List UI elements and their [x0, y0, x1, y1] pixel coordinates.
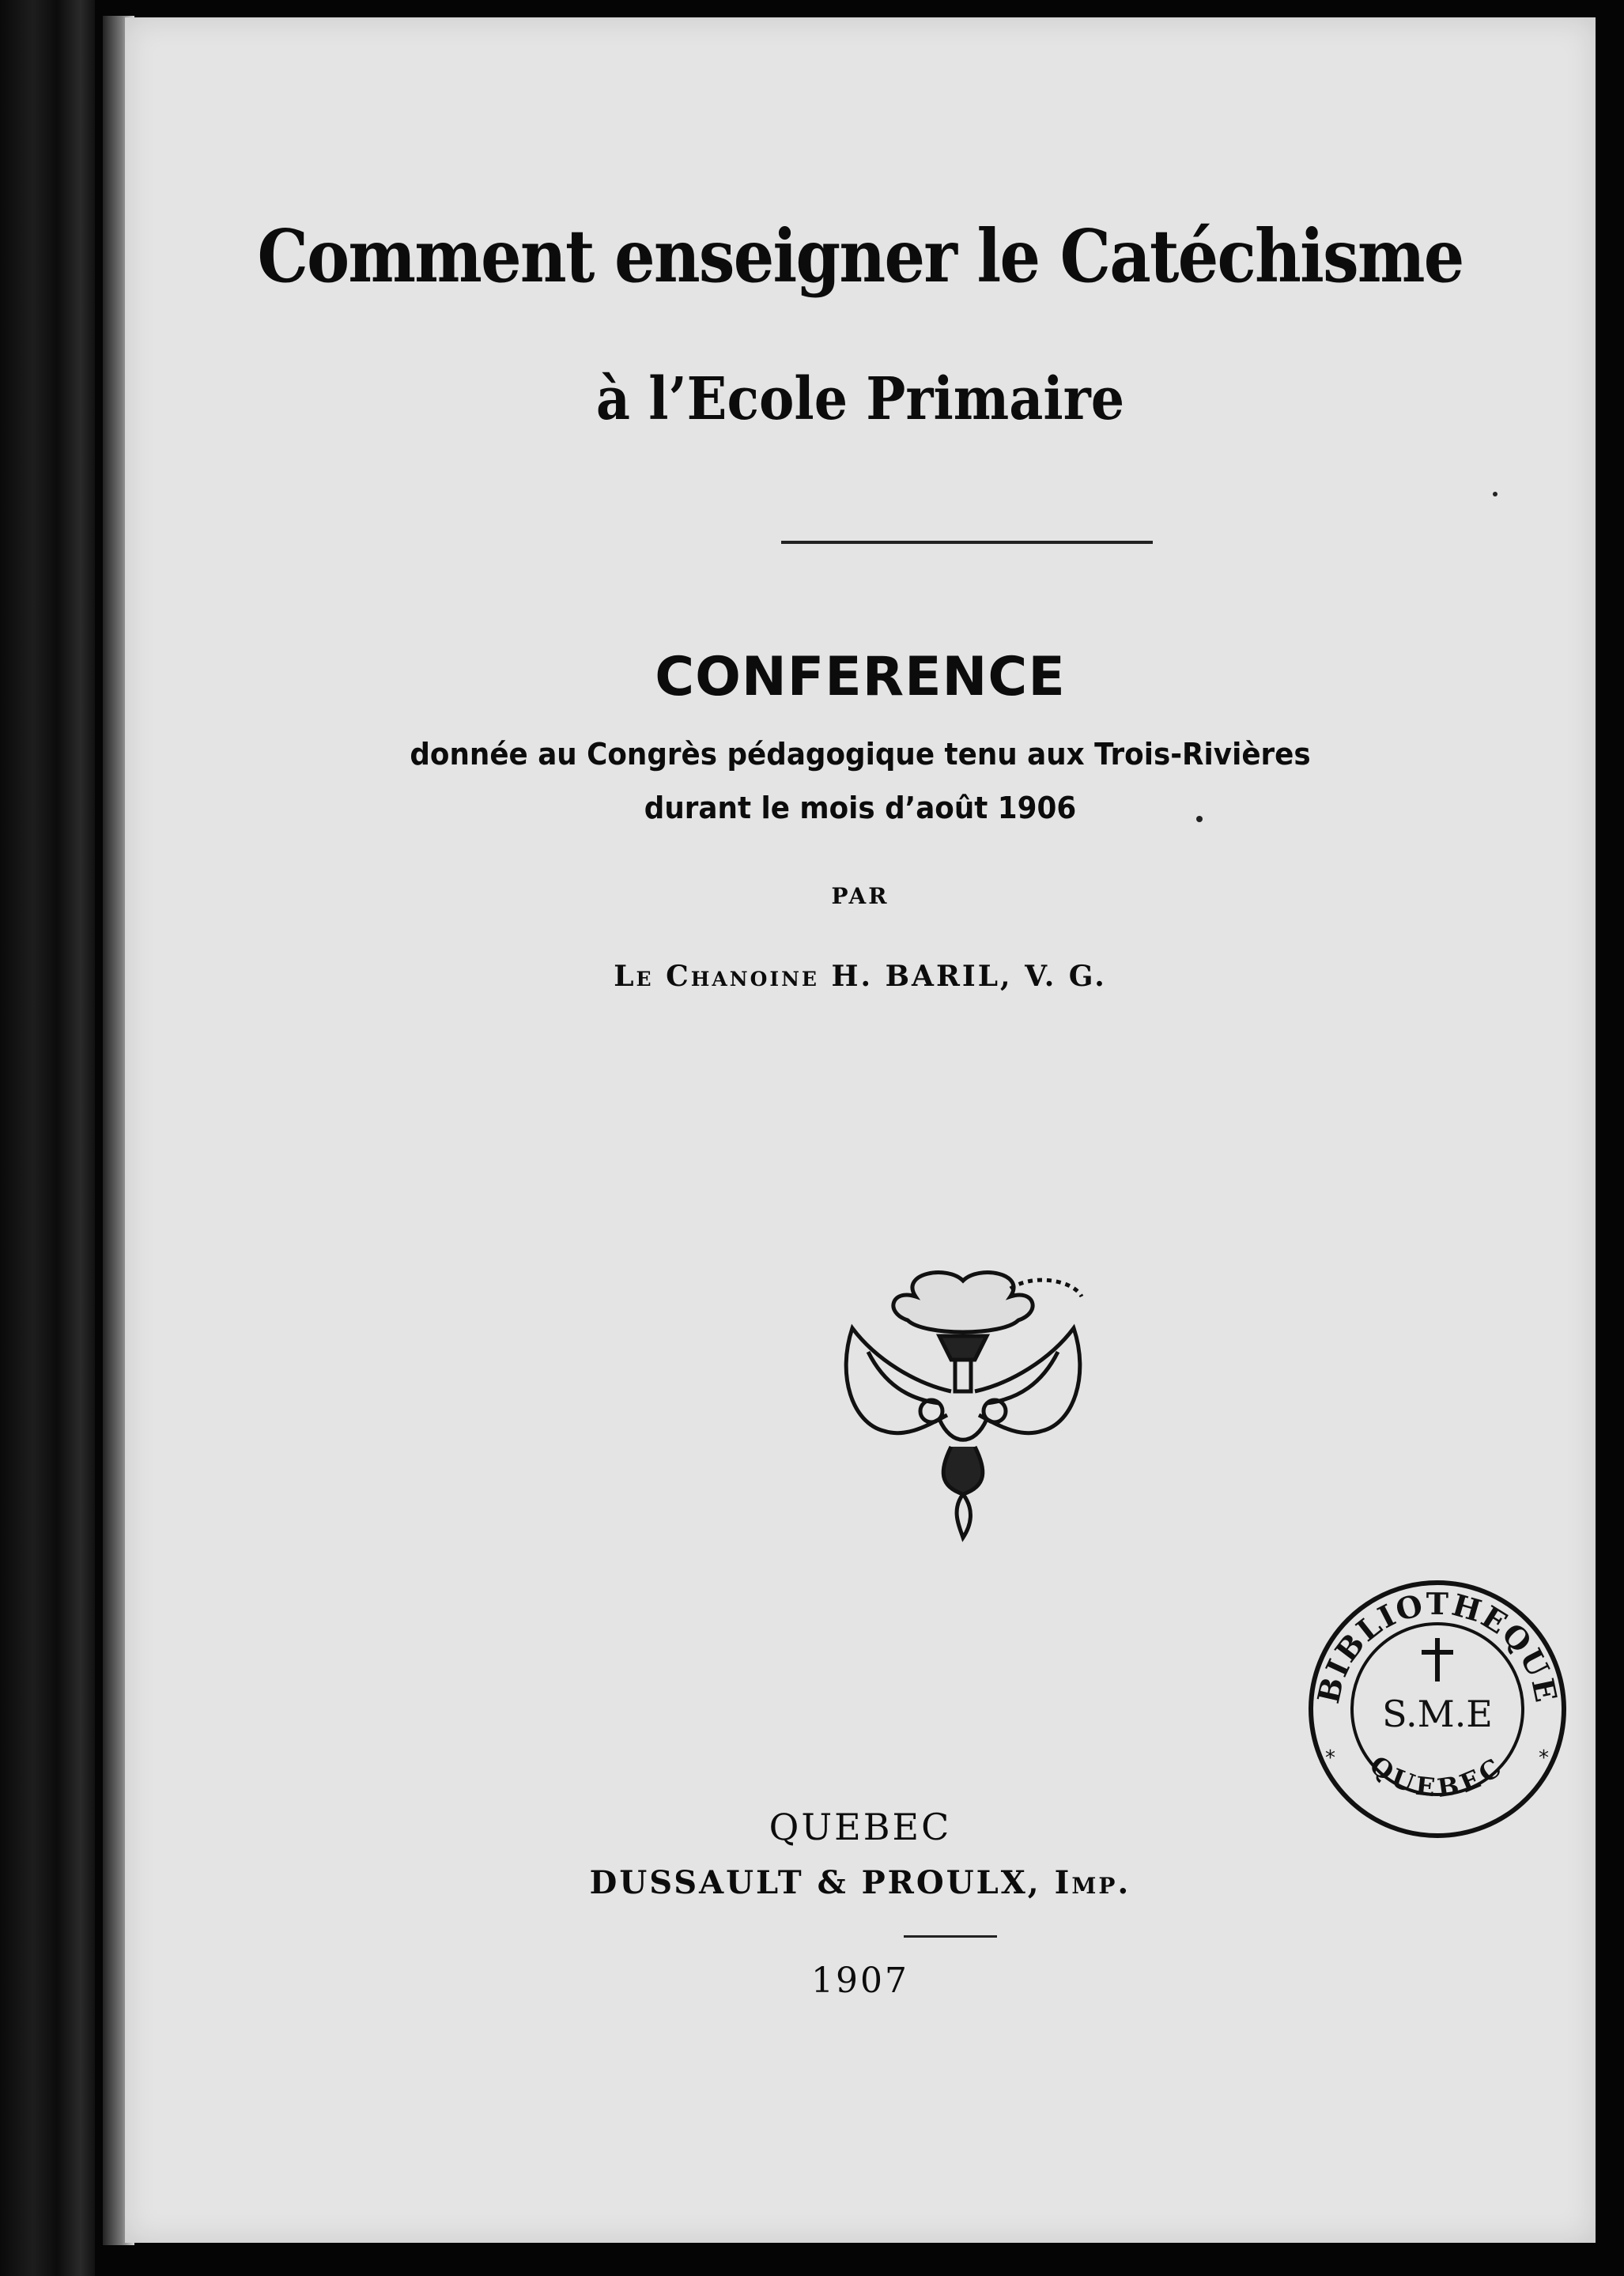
- conference-heading: CONFERENCE: [655, 646, 1066, 708]
- svg-text:*: *: [1539, 1746, 1549, 1770]
- library-stamp: [1303, 1575, 1572, 1844]
- winged-lamp-icon: [821, 1265, 1105, 1549]
- divider-rule: [781, 541, 1153, 544]
- by-label: PAR: [831, 883, 889, 909]
- author-name: Le Chanoine H. BARIL, V. G.: [614, 960, 1107, 993]
- stamp-top-text: BIBLIOTHEQUE: [1310, 1585, 1565, 1707]
- publication-year: 1907: [811, 1961, 909, 2001]
- printer-name: DUSSAULT & PROULX, Imp.: [589, 1864, 1131, 1901]
- book-spine: [0, 0, 95, 2276]
- speck: [1196, 816, 1203, 822]
- title-page: [125, 17, 1596, 2243]
- svg-text:QUEBEC: [1364, 1749, 1511, 1803]
- divider-rule-bottom: [904, 1935, 997, 1938]
- subtitle-line-1: donnée au Congrès pédagogique tenu aux Trois-Rivières: [410, 737, 1311, 772]
- title-line-2: à l’Ecole Primaire: [595, 365, 1125, 433]
- publication-place: QUEBEC: [769, 1806, 952, 1848]
- stamp-bottom-text: QUEBEC: [1364, 1749, 1511, 1803]
- title-line-1: Comment enseigner le Catéchisme: [257, 213, 1463, 299]
- svg-text:*: *: [1325, 1746, 1335, 1770]
- subtitle-line-2: durant le mois d’août 1906: [644, 791, 1077, 825]
- stamp-center-text: S.M.E: [1382, 1693, 1493, 1735]
- speck: [1493, 492, 1497, 496]
